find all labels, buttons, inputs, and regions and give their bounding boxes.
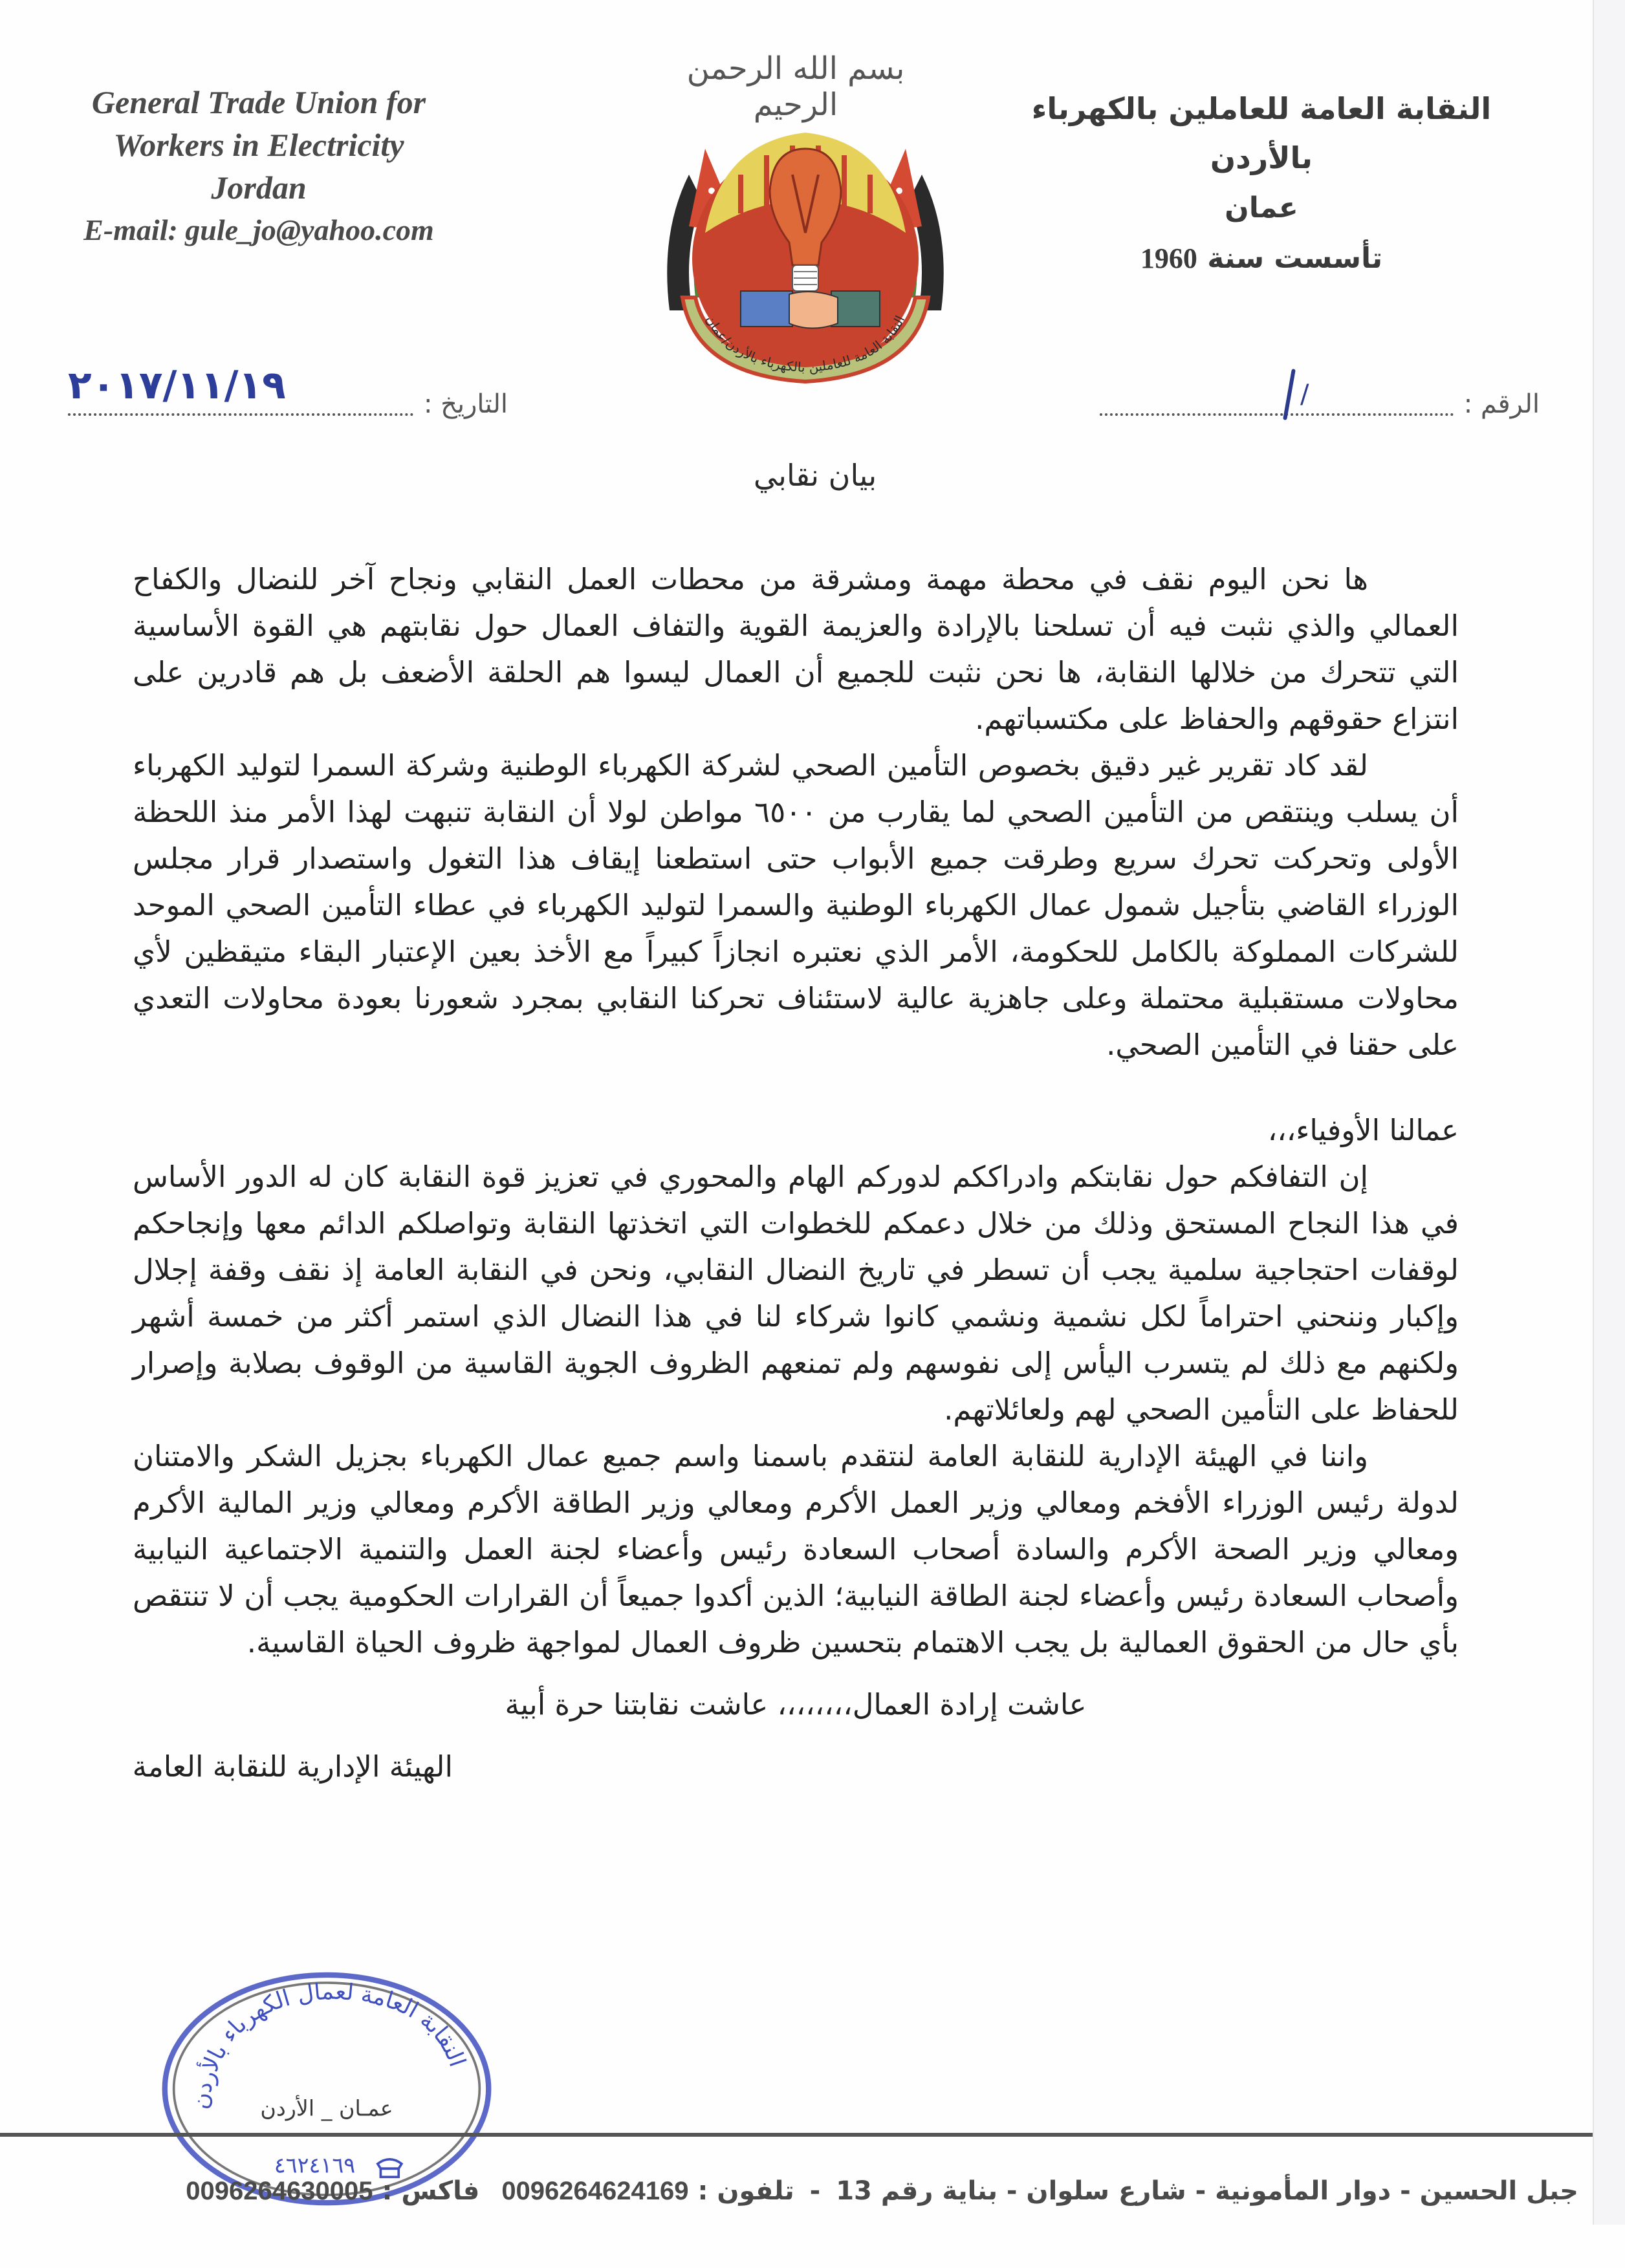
footer-contact: جبل الحسين - دوار المأمونية - شارع سلوان - بناية رقم 13 - تلفون : 0096264624169 فاكس : 0096264630005 <box>186 2176 1578 2206</box>
body-paragraph: لقد كاد تقرير غير دقيق بخصوص التأمين الصحي لشركة الكهرباء الوطنية وشركة السمرا لتوليد الكهرباء أن يسلب وينتقص من التأمين الصحي لما يقارب من ٦٥٠٠ مواطن لولا أن النقابة تنبهت لهذا الأمر منذ اللحظة الأولى وتحركت تحرك سريع وطرقت جميع الأبواب حتى استطعنا إيقاف هذا التغول واستصدار قرار مجلس الوزراء القاضي بتأجيل شمول عمال الكهرباء الوطنية والسمرا لتوليد الكهرباء في عطاء التأمين الصحي الموحد للشركات المملوكة بالكامل للحكومة، الأمر الذي نعتبره انجازاً كبيراً مع الأخذ بعين الإعتبار البقاء متيقظين لأي محاولات مستقبلية محتملة وعلى جاهزية عالية لاستئناف تحركنا النقابي بمجرد شعورنا بعودة محاولات التعدي على حقنا في التأمين الصحي. <box>133 748 1459 1062</box>
date-dotted-line <box>68 413 413 416</box>
stamp-city: عمـان _ الأردن <box>260 2095 393 2121</box>
date-label: التاريخ : <box>423 389 508 419</box>
handshake-icon <box>741 291 880 329</box>
body-paragraph: ها نحن اليوم نقف في محطة مهمة ومشرقة من محطات العمل النقابي ونجاح آخر للنضال والكفاح العمالي والذي نثبت فيه أن تسلحنا بالإرادة والعزيمة القوية والتفاف العمال حول نقابتهم هي القوة الأساسية التي تتحرك من خلالها النقابة، ها نحن نثبت للجميع أن العمال ليسوا هم الحلقة الأضعف بل هم قادرين على انتزاع حقوقهم والحفاظ على مكتسباتهم. <box>133 562 1459 736</box>
reference-number-field <box>1100 372 1540 424</box>
union-emblem-logo <box>644 103 967 388</box>
salutation: عمالنا الأوفياء،،، <box>1267 1113 1459 1147</box>
founded-label: تأسست سنة <box>1207 242 1383 275</box>
signoff-board: الهيئة الإدارية للنقابة العامة <box>132 1749 453 1784</box>
reference-number-dotted-line <box>1100 413 1454 416</box>
body-paragraph: إن التفافكم حول نقابتكم وادراككم لدوركم الهام والمحوري في تعزيز قوة النقابة كان له الدور الأساس في هذا النجاح المستحق وذلك من خلال دعمكم للخطوات التي اتخذتها النقابة وتواصلكم الدائم معها وإنجاحكم لوقفات احتجاجية سلمية يجب أن تسطر في تاريخ النضال النقابي، ونحن في النقابة العامة إذ نقف وقفة إجلال وإكبار وننحني احتراماً لكل نشمية ونشمي كانوا شركاء لنا في هذا النضال الذي استمر أكثر من خمسة أشهر ولكنهم مع ذلك لم يتسرب اليأس إلى نفوسهم ولم تمنعهم الظروف الجوية القاسية من الوقوف بصلابة وإصرار للحفاظ على التأمين الصحي لهم ولعائلاتهم. <box>133 1160 1459 1427</box>
arabic-city: عمان <box>1225 191 1298 224</box>
arabic-letterhead <box>990 84 1533 283</box>
footer-phone: 0096264624169 <box>501 2177 689 2205</box>
scan-edge <box>1593 0 1625 2225</box>
english-org-line-2: Workers in Electricity <box>113 127 404 163</box>
stamp-ring-text: النقابة العامة لعمال الكهرباء بالأردن <box>186 1978 471 2111</box>
footer-phone-label: تلفون : <box>697 2176 794 2206</box>
handwritten-date: ٢٠١٧/١١/١٩ <box>68 363 286 408</box>
reference-number-label: الرقم : <box>1463 389 1540 419</box>
document-title: بيان نقابي <box>753 458 877 493</box>
founded-line <box>990 234 1533 283</box>
founded-year: 1960 <box>1140 243 1197 274</box>
basmala-calligraphy: بسم الله الرحمن الرحيم <box>686 50 905 123</box>
english-org-country: Jordan <box>211 169 307 206</box>
emblem-ribbon-text: النقابة العامة للعاملين بالكهرباء بالأردن/عمان <box>703 312 908 376</box>
arabic-org-name: النقابة العامة للعاملين بالكهرباء بالأردن <box>1031 91 1492 175</box>
closing-slogan: عاشت إرادة العمال،،،،،،،، عاشت نقابتنا حرة أبية <box>505 1687 1087 1722</box>
org-email: E-mail: gule_jo@yahoo.com <box>83 213 434 246</box>
english-letterhead <box>39 81 479 252</box>
statement-content <box>133 556 1459 1790</box>
body-paragraph: واننا في الهيئة الإدارية للنقابة العامة لنتقدم باسمنا واسم جميع عمال الكهرباء بجزيل الشكر والامتنان لدولة رئيس الوزراء الأفخم ومعالي وزير العمل الأكرم ومعالي وزير الطاقة الأكرم ومعالي وزير المالية الأكرم ومعالي وزير الصحة الأكرم والسادة أصحاب السعادة رئيس وأعضاء لجنة العمل والتنمية الاجتماعية النيابية وأصحاب السعادة رئيس وأعضاء لجنة الطاقة النيابية؛ الذين أكدوا جميعاً أن القرارات الحكومية يجب أن لا تنتقص بأي حال من الحقوق العمالية بل يجب الاهتمام بتحسين ظروف العمال لمواجهة ظروف الحياة القاسية. <box>133 1439 1459 1659</box>
stamp-phone: ٤٦٢٤١٦٩ <box>274 2152 356 2178</box>
footer-address: جبل الحسين - دوار المأمونية - شارع سلوان - بناية رقم 13 <box>836 2176 1578 2206</box>
reference-number-value: / <box>1300 380 1309 409</box>
english-org-line-1: General Trade Union for <box>91 84 426 120</box>
footer-fax-label: فاكس : <box>382 2176 480 2206</box>
footer-divider <box>0 2133 1593 2137</box>
statement-body <box>133 556 1459 1666</box>
footer-fax: 0096264630005 <box>186 2177 373 2205</box>
